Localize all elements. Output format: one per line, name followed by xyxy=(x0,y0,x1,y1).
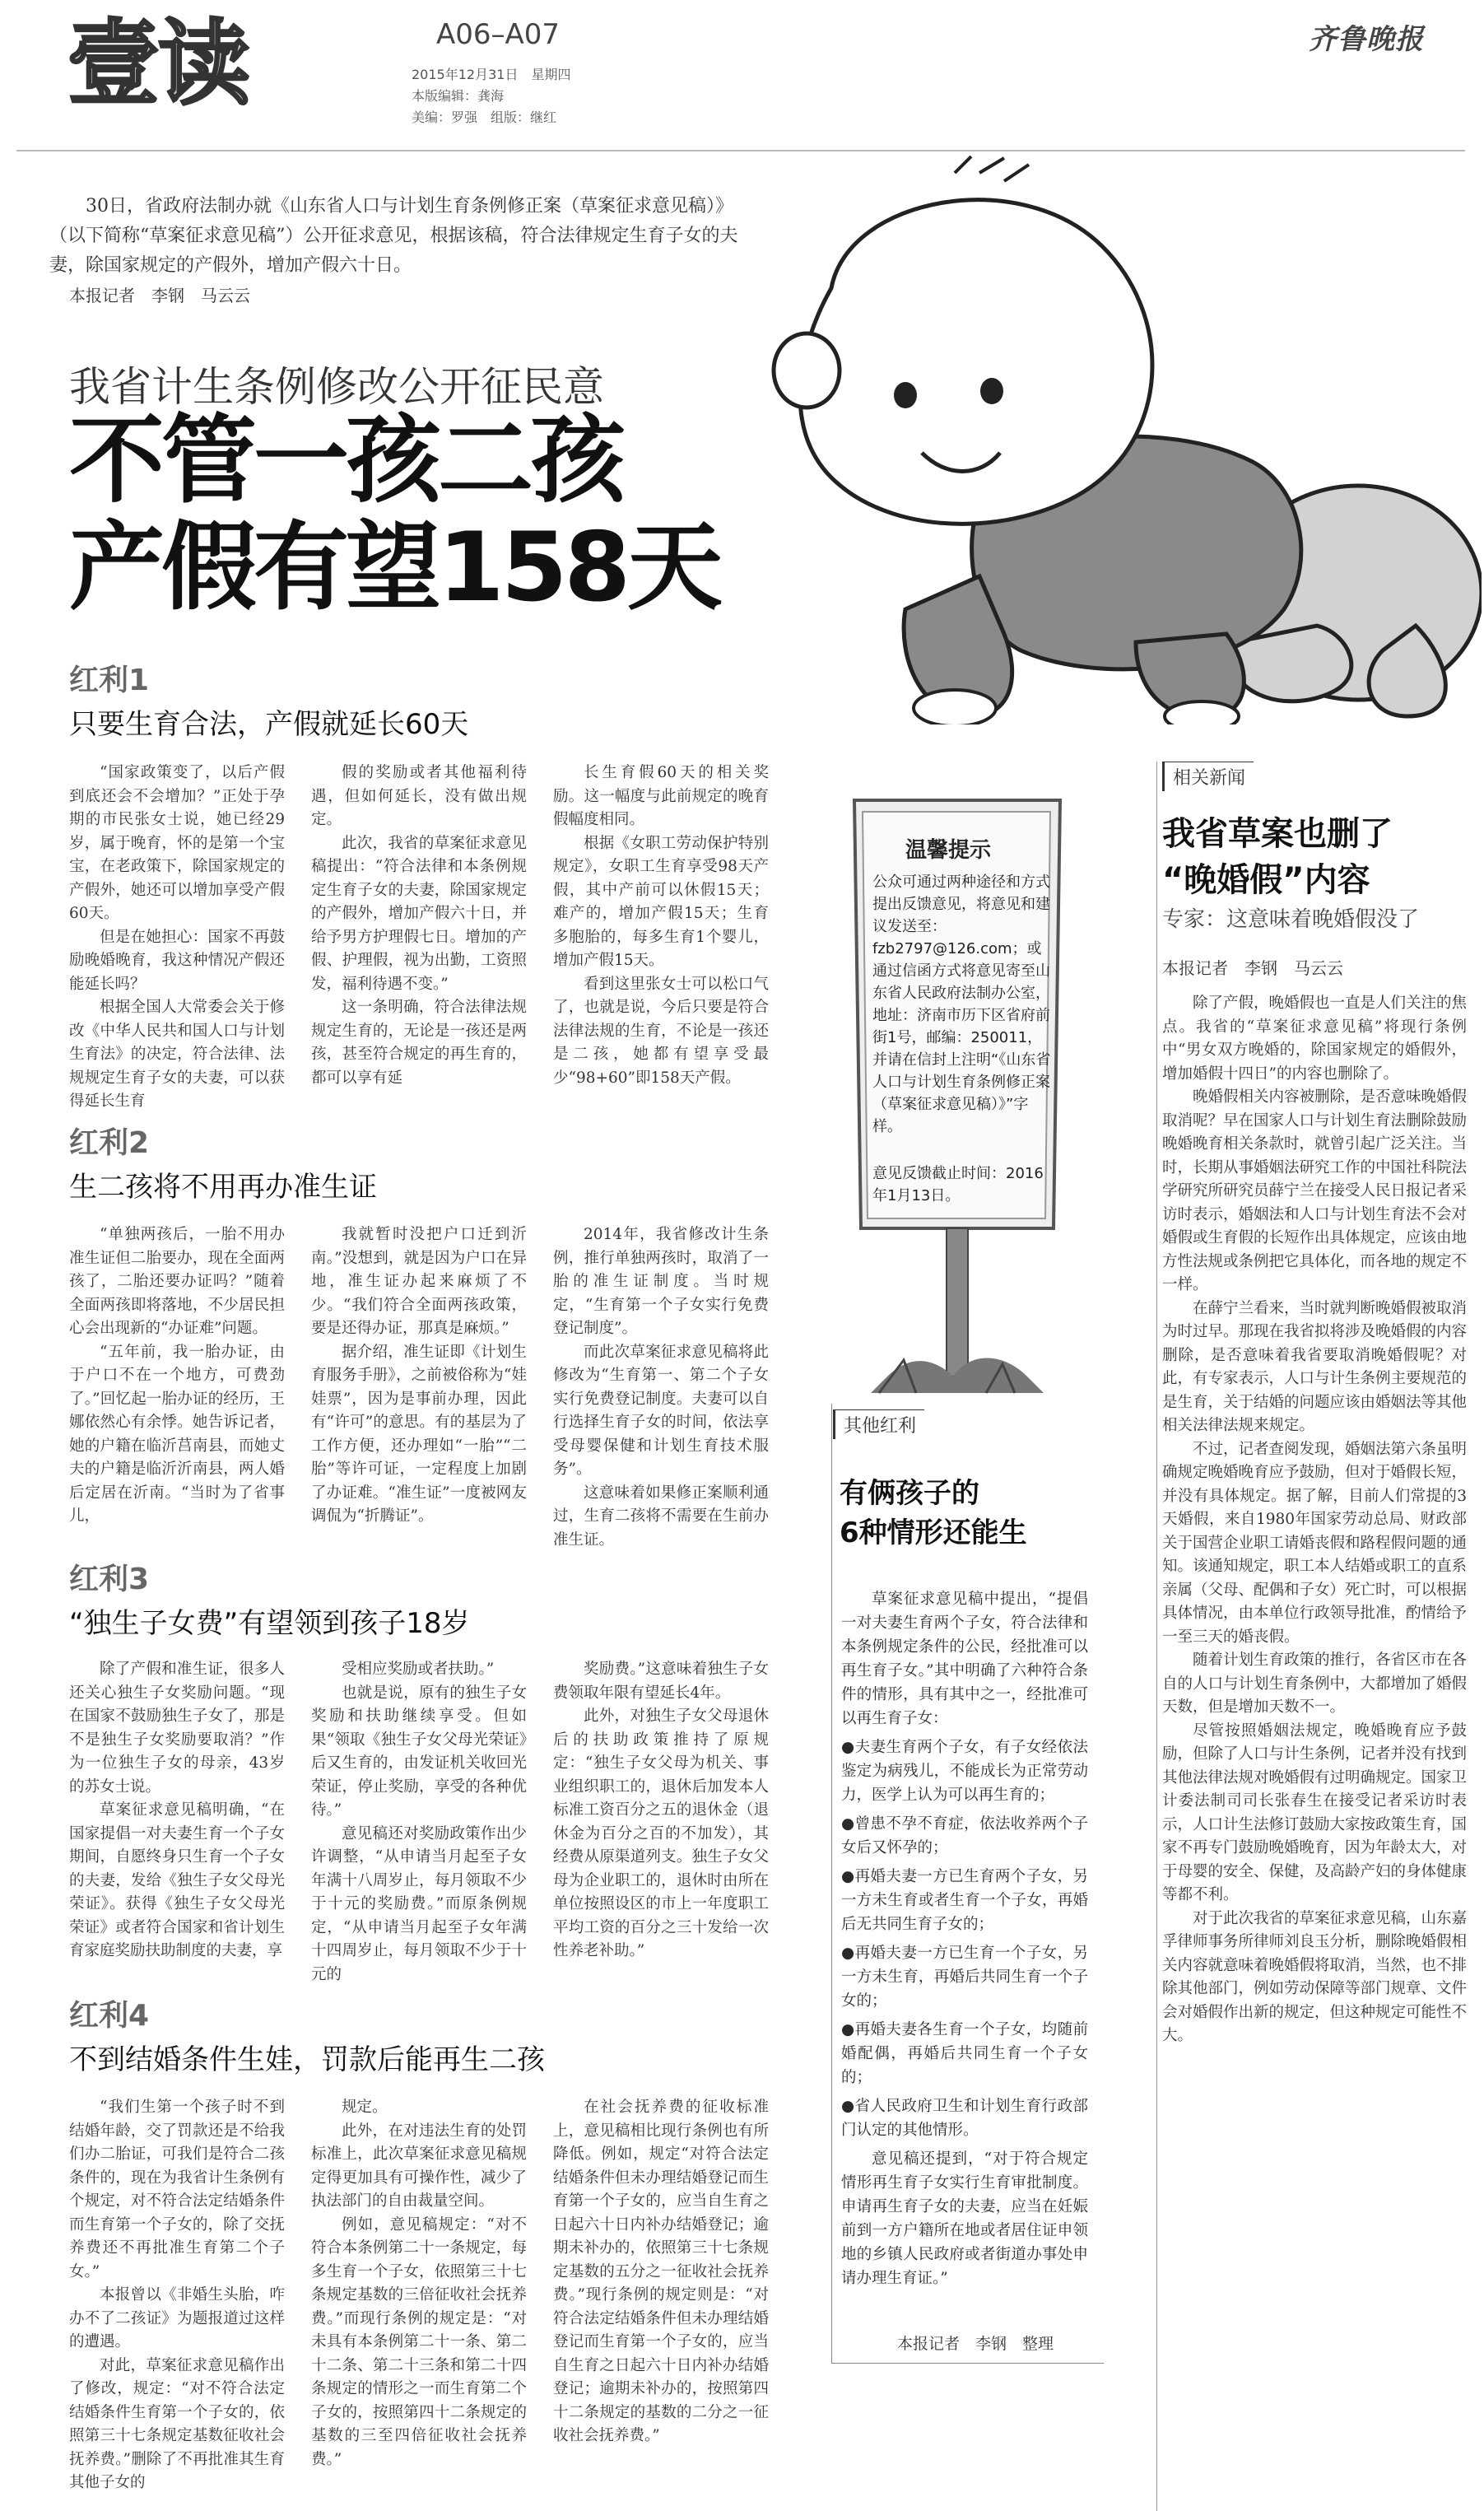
list-item: ●再婚夫妻各生育一个子女，均随前婚配偶，再婚后共同生育一个子女的； xyxy=(841,2021,1088,2086)
paragraph: “五年前，我一胎办证，由于户口不在一个地方，可费劲了。”回忆起一胎办证的经历，王娜依然心有余悸。她告诉记者，她的户籍在临沂莒南县，而她丈夫的户籍是临沂沂南县，两人婚后定居在沂南。“当时为了省事儿， xyxy=(69,1343,285,1525)
paragraph: 这意味着如果修正案顺利通过，生育二孩将不需要在生前办准生证。 xyxy=(553,1484,769,1549)
headline-line-1: 不管一孩二孩 xyxy=(69,405,622,516)
section-3-column-3 xyxy=(553,1658,769,1964)
issue-date: 2015年12月31日 星期四 xyxy=(412,67,571,82)
related-news-body xyxy=(1162,992,1467,2048)
paragraph: 2014年，我省修改计生条例，推行单独两孩时，取消了一胎的准生证制度。当时规定，“生育第一个子女实行免费登记制度”。 xyxy=(553,1226,769,1337)
paragraph: 本报曾以《非婚生头胎，咋办不了二孩证》为题报道过这样的遭遇。 xyxy=(69,2286,285,2350)
editor-credit: 本版编辑：龚海 xyxy=(412,88,505,104)
list-item: ●夫妻生育两个子女，有子女经依法鉴定为病残儿，不能成长为正常劳动力，医学上认为可以再生育的； xyxy=(841,1739,1088,1804)
section-3-label: 红利3 xyxy=(69,1563,150,1596)
main-headline xyxy=(69,405,720,623)
paragraph: 此外，对独生子女父母退休后的扶助政策推持了原规定：“独生子女父母为机关、事业组织职工的，退休后加发本人标准工资百分之五的退休金（退休金为百分之百的不加发），其经费从原渠道列支。独生子女父母为企业职工的，退休时由所在单位按照设区的市上一年度职工平均工资的百分之三十发给一次性养老补助。” xyxy=(553,1707,769,1959)
section-title: 壹读 xyxy=(67,11,249,118)
other-byline: 本报记者 李钢 整理 xyxy=(897,2335,1054,2353)
section-4-column-2 xyxy=(311,2096,527,2471)
paragraph: 据介绍，准生证即《计划生育服务手册》，之前被俗称为“娃娃票”，因为是事前办理，因此有“许可”的意思。有的基层为了工作方便，还办理如“一胎”“二胎”等许可证，一定程度上加剧了办证难。“准生证”一度被网友调侃为“折腾证”。 xyxy=(311,1343,527,1525)
lead-byline: 本报记者 李钢 马云云 xyxy=(69,286,250,305)
paragraph: 除了产假和准生证，很多人还关心独生子女奖励问题。“现在国家不鼓励独生子女了，那是不是独生子女奖励要取消？”作为一位独生子女的母亲，43岁的苏女士说。 xyxy=(69,1661,285,1796)
section-2-label: 红利2 xyxy=(69,1126,150,1160)
list-item: ●再婚夫妻一方已生育两个子女，另一方未生育或者生育一个子女，再婚后无共同生育子女的； xyxy=(841,1868,1088,1933)
section-2-subtitle: 生二孩将不用再办准生证 xyxy=(69,1171,377,1204)
lead-paragraph: 30日，省政府法制办就《山东省人口与计划生育条例修正案（草案征求意见稿）》（以下简称“草案征求意见稿”）公开征求意见，根据该稿，符合法律规定生育子女的夫妻，除国家规定的产假外，增加产假六十日。 xyxy=(49,196,738,276)
crawling-baby-illustration xyxy=(708,148,1482,724)
section-2-column-1 xyxy=(69,1223,285,1529)
paragraph: 而此次草案征求意见稿将此修改为“生育第一、第二个子女实行免费登记制度。夫妻可以自行选择生育子女的时间，依法享受母婴保健和计划生育技术服务”。 xyxy=(553,1343,769,1478)
related-byline: 本报记者 李钢 马云云 xyxy=(1162,958,1343,978)
paragraph: 此外，在对违法生育的处罚标准上，此次草案征求意见稿规定得更加具有可操作性，减少了执法部门的自由裁量空间。 xyxy=(311,2122,527,2210)
paragraph: “单独两孩后，一胎不用办准生证但二胎要办，现在全面两孩了，二胎还要办证吗？”随着全面两孩即将落地，不少居民担心会出现新的“办证难”问题。 xyxy=(69,1226,285,1337)
section-3-subtitle: “独生子女费”有望领到孩子18岁 xyxy=(69,1607,470,1640)
section-3-column-1 xyxy=(69,1658,285,1964)
notice-deadline: 意见反馈截止时间：2016年1月13日。 xyxy=(872,1165,1044,1204)
notice-title: 温馨提示 xyxy=(905,838,992,863)
paragraph: 意见稿还对奖励政策作出少许调整，“从申请当月起至子女年满十八周岁止，每月领取不少于十元的奖励费。”而原条例规定，“从申请当月起至子女年满十四周岁止，每月领取不少于十元的 xyxy=(311,1824,527,1983)
section-1-column-3 xyxy=(553,762,769,1090)
section-1-label: 红利1 xyxy=(69,664,150,697)
section-4-label: 红利4 xyxy=(69,1999,150,2033)
paragraph: 也就是说，原有的独生子女奖励和扶助继续享受。但如果“领取《独生子女父母光荣证》后又生育的，由发证机关收回光荣证，停止奖励，享受的各种优待。” xyxy=(311,1684,527,1819)
headline-kicker: 我省计生条例修改公开征民意 xyxy=(69,363,604,411)
design-credit: 美编：罗强 组版：继红 xyxy=(412,109,557,125)
other-benefits-title xyxy=(840,1474,1027,1553)
other-title-line-2: 6种情形还能生 xyxy=(840,1516,1027,1549)
paragraph: “国家政策变了，以后产假到底还会不会增加？”正处于孕期的市民张女士说，她已经29岁，属于晚育，怀的是第一个宝宝，在老政策下，除国家规定的产假外，她还可以增加享受产假60天。 xyxy=(69,764,285,922)
paragraph: 例如，意见稿规定：“对不符合本条例第二十一条规定，每多生育一个子女，依照第三十七条规定基数的三倍征收社会抚养费。”而现行条例的规定是：“对未具有本条例第二十一条、第二十二条、第二十三条和第二十四条规定的情形之一而生育第二个子女的，按照第四十二条规定的基数的三至四倍征收社会抚养费。” xyxy=(311,2215,527,2468)
related-news-title xyxy=(1162,811,1393,903)
headline-line-2: 产假有望158天 xyxy=(69,512,720,623)
section-4-column-1 xyxy=(69,2096,285,2495)
other-intro: 草案征求意见稿中提出，“提倡一对夫妻生育两个子女，符合法律和本条例规定条件的公民，经批准可以再生育子女。”其中明确了六种符合条件的情形，具有其中之一，经批准可以再生育子女： xyxy=(841,1591,1088,1727)
paragraph: 这一条明确，符合法律法规规定生育的，无论是一孩还是两孩，甚至符合规定的再生育的，都可以享有延 xyxy=(311,999,527,1087)
section-1-subtitle: 只要生育合法，产假就延长60天 xyxy=(69,708,469,741)
section-2-column-2 xyxy=(311,1223,527,1529)
section-2-column-3 xyxy=(553,1223,769,1552)
other-benefits-body xyxy=(841,1587,1088,2295)
other-title-line-1: 有俩孩子的 xyxy=(840,1477,979,1510)
paragraph: 草案征求意见稿明确，“在国家提倡一对夫妻生育一个子女期间，自愿终身只生育一个子女的夫妻，发给《独生子女父母光荣证》。获得《独生子女父母光荣证》或者符合国家和省计划生育家庭奖励扶助制度的夫妻，享 xyxy=(69,1801,285,1959)
paragraph: 随着计划生育政策的推行，各省区市在各自的人口与计划生育条例中，大都增加了婚假天数，但是增加天数不一。 xyxy=(1162,1651,1468,1716)
page-range: A06–A07 xyxy=(436,18,561,51)
paragraph: 此次，我省的草案征求意见稿提出：“符合法律和本条例规定生育子女的夫妻，除国家规定的产假外，增加产假六十日，并给予男方护理假七日。增加的产假、护理假，视为出勤，工资照发，福利待遇不变。” xyxy=(311,834,527,993)
paragraph: 在社会抚养费的征收标准上，意见稿相比现行条例也有所降低。例如，规定“对符合法定结婚条件但未办理结婚登记而生育第一个子女的，应当自生育之日起六十日内补办结婚登记；逾期未补办的，依照第三十七条规定基数的五分之一征收社会抚养费。”现行条例的规定则是：“对符合法定结婚条件但未办理结婚登记而生育第一个子女的，应当自生育之日起六十日内补办结婚登记；逾期未补办的，按照第四十二条规定的基数的二分之一征收社会抚养费。” xyxy=(553,2099,769,2444)
paragraph: 在薛宁兰看来，当时就判断晚婚假被取消为时过早。那现在我省拟将涉及晚婚假的内容删除，是否意味着我省要取消晚婚假呢？对此，有专家表示，人口与计生条例主要规范的是生育，关于结婚的问题应该由婚姻法等其他相关法律法规来规定。 xyxy=(1162,1299,1468,1434)
related-news-divider xyxy=(1156,762,1157,2511)
notice-body: 公众可通过两种途径和方式提出反馈意见，将意见和建议发送至：fzb2797@126.com；或通过信函方式将意见寄至山东省人民政府法制办公室，地址：济南市历下区省府前街1号，邮编：250011，并请在信封上注明“《山东省人口与计划生育条例修正案（草案征求意见稿）》”字样。 xyxy=(872,873,1051,1135)
paragraph: “我们生第一个孩子时不到结婚年龄，交了罚款还是不给我们办二胎证，可我们是符合二孩条件的，现在为我省计生条例有个规定，对不符合法定结婚条件而生育第一个子女的，除了交抚养费还不再批准生育第二个子女。” xyxy=(69,2099,285,2280)
paragraph: 根据全国人大常委会关于修改《中华人民共和国人口与计划生育法》的决定，符合法律、法规规定生育子女的夫妻，可以获得延长生育 xyxy=(69,999,285,1110)
paragraph: 规定。 xyxy=(342,2099,388,2116)
paragraph: 假的奖励或者其他福利待遇，但如何延长，没有做出规定。 xyxy=(311,764,527,828)
list-item: ●省人民政府卫生和计划生育行政部门认定的其他情形。 xyxy=(841,2098,1088,2139)
section-1-column-2 xyxy=(311,762,527,1090)
section-4-subtitle: 不到结婚条件生娃，罚款后能再生二孩 xyxy=(69,2043,545,2076)
other-outro: 意见稿还提到，“对于符合规定情形再生育子女实行生育审批制度。申请再生育子女的夫妻，应当在妊娠前到一方户籍所在地或者居住证申领地的乡镇人民政府或者街道办事处申请办理生育证。” xyxy=(841,2150,1088,2287)
paragraph: 根据《女职工劳动保护特别规定》，女职工生育享受98天产假，其中产前可以休假15天；难产的，增加产假15天；生育多胞胎的，每多生育1个婴儿，增加产假15天。 xyxy=(553,834,769,969)
paragraph: 奖励费。”这意味着独生子女费领取年限有望延长4年。 xyxy=(553,1661,769,1702)
related-title-line-2: “晚婚假”内容 xyxy=(1162,861,1370,899)
paragraph: 受相应奖励或者扶助。” xyxy=(342,1661,495,1678)
paragraph: 对此，草案征求意见稿作出了修改，规定：“对不符合法定结婚条件生育第一个子女的，依照第三十七条规定基数征收社会抚养费。”删除了不再批准其生育其他子女的 xyxy=(69,2356,285,2491)
section-3-column-2 xyxy=(311,1658,527,1987)
related-news-tag: 相关新闻 xyxy=(1162,762,1254,791)
list-item: ●曾患不孕不育症，依法收养两个子女后又怀孕的； xyxy=(841,1815,1088,1856)
paragraph: 除了产假，晚婚假也一直是人们关注的焦点。我省的“草案征求意见稿”将现行条例中“男女双方晚婚的，除国家规定的婚假外，增加婚假十四日”的内容也删除了。 xyxy=(1162,995,1468,1083)
related-news-subtitle: 专家：这意味着晚婚假没了 xyxy=(1162,907,1420,932)
paragraph: 我就暂时没把户口迁到沂南。”没想到，就是因为户口在异地，准生证办起来麻烦了不少。“我们符合全面两孩政策，要是还得办证，那真是麻烦。” xyxy=(311,1226,527,1337)
paragraph: 看到这里张女士可以松口气了，也就是说，今后只要是符合法律法规的生育，不论是一孩还是二孩，她都有望享受最少“98+60”即158天产假。 xyxy=(553,975,769,1087)
header-meta xyxy=(412,64,626,128)
paper-logo: 齐鲁晚报 xyxy=(1309,23,1424,56)
related-title-line-1: 我省草案也删了 xyxy=(1162,815,1393,853)
section-4-column-3 xyxy=(553,2096,769,2448)
other-benefits-tag: 其他红利 xyxy=(833,1409,924,1439)
paragraph: 尽管按照婚姻法规定，晚婚晚育应予鼓励，但除了人口与计生条例，记者并没有找到其他法律法规对晚婚假有过明确规定。国家卫计委法制司司长张春生在接受记者采访时表示，人口计生法修订鼓励大家按政策生育，国家不再专门鼓励晚婚晚育，因为年龄太大，对于母婴的安全、保健，及高龄产妇的身体健康等都不利。 xyxy=(1162,1721,1468,1903)
paragraph: 长生育假60天的相关奖励。这一幅度与此前规定的晚育假幅度相同。 xyxy=(553,764,769,828)
paragraph: 但是在她担心：国家不再鼓励晚婚晚育，我这种情况产假还能延长吗？ xyxy=(69,928,285,993)
list-item: ●再婚夫妻一方已生育一个子女，另一方未生育，再婚后共同生育一个子女的； xyxy=(841,1945,1088,2010)
paragraph: 对于此次我省的草案征求意见稿，山东嘉孚律师事务所律师刘良玉分析，删除晚婚假相关内容就意味着晚婚假将取消，当然，也不排除其他部门，例如劳动保障等部门规章、文件会对婚假作出新的规定，但这种规定可能性不大。 xyxy=(1162,1909,1468,2044)
section-1-column-1 xyxy=(69,762,285,1114)
paragraph: 不过，记者查阅发现，婚姻法第六条虽明确规定晚婚晚育应予鼓励，但对于婚假长短，并没有具体规定。据了解，目前人们常提的3天婚假，来自1980年国家劳动总局、财政部关于国营企业职工请婚丧假和路程假问题的通知。该通知规定，职工本人结婚或职工的直系亲属（父母、配偶和子女）死亡时，可以根据具体情况，由本单位行政领导批准，酌情给予一至三天的婚丧假。 xyxy=(1162,1440,1468,1646)
paragraph: 晚婚假相关内容被删除，是否意味晚婚假取消呢？早在国家人口与计划生育法删除鼓励晚婚晚育相关条款时，就曾引起广泛关注。当时，长期从事婚姻法研究工作的中国社科院法学研究所研究员薛宁兰在接受人民日报记者采访时表示，婚姻法和人口与计划生育法不会对婚假或生育假的长短作出具体规定，应该由地方性法规或条例把它具体化，而各地的规定不一样。 xyxy=(1162,1088,1468,1293)
